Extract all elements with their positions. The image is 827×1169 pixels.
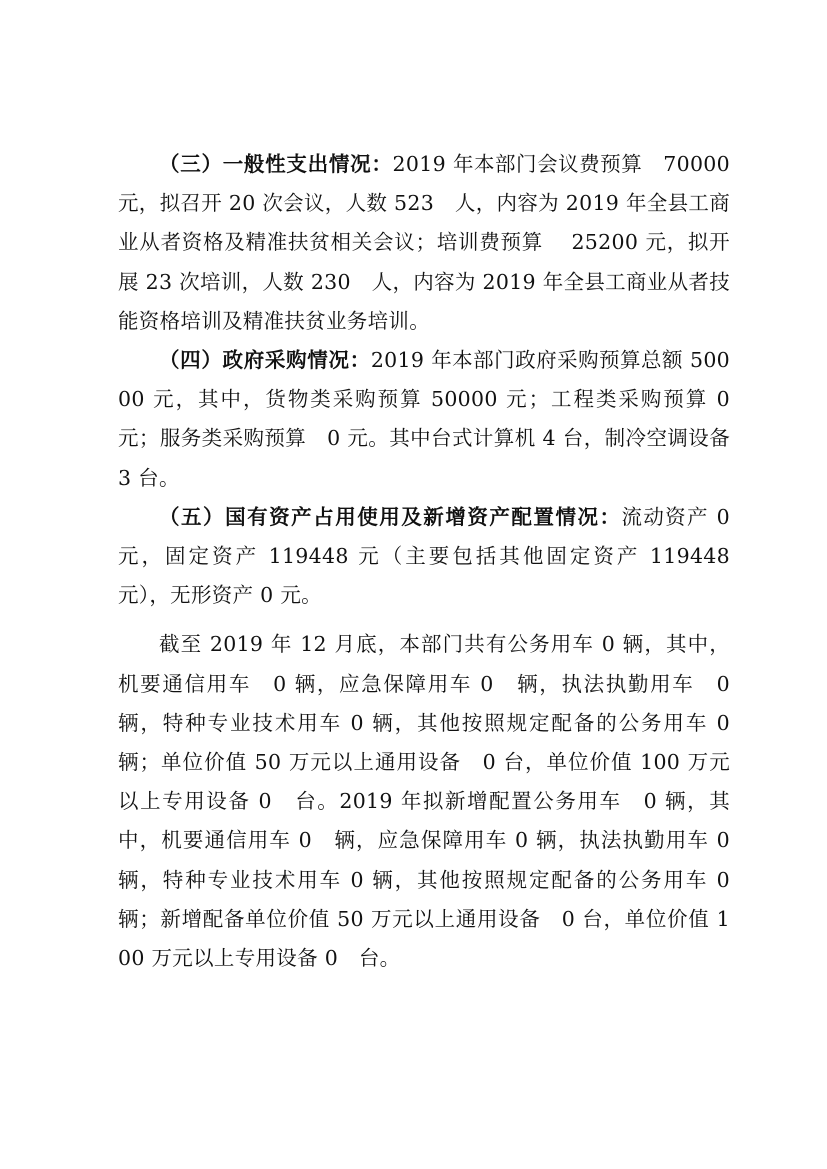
section-body: 2019 年本部门会议费预算 70000 元，拟召开 20 次会议，人数 523 人，内容为 2019 年全县工商业从者资格及精准扶贫相关会议；培训费预算 25200 元，拟开展 23 次培训，人数 230 人，内容为 2019 年全县工商业从者技能资格培训及精准扶贫业务培训。 — [118, 152, 730, 333]
section-heading: （四）政府采购情况： — [159, 348, 371, 373]
section-heading: （三）一般性支出情况： — [159, 152, 393, 176]
section-heading: （五）国有资产占用使用及新增资产配置情况： — [159, 504, 622, 529]
document-page — [118, 145, 751, 978]
vehicle-equipment-paragraph: 截至 2019 年 12 月底，本部门共有公务用车 0 辆，其中，机要通信用车 0 辆，应急保障用车 0 辆，执法执勤用车 0 辆，特种专业技术用车 0 辆，其他按照规定配备的公务用车 0 辆；单位价值 50 万元以上通用设备 0 台，单位价值 100 万元以上专用设备 0 台。2019 年拟新增配置公务用车 0 辆，其中，机要通信用车 0 辆，应急保障用车 0 辆，执法执勤用车 0 辆，特种专业技术用车 0 辆，其他按照规定配备的公务用车 0 辆；新增配备单位价值 50 万元以上通用设备 0 台，单位价值 100 万元以上专用设备 0 台。 — [118, 632, 751, 971]
section-general-expenditure — [118, 145, 730, 341]
section-government-procurement — [118, 341, 730, 498]
section-body: 2019 年本部门政府采购预算总额 50000 元，其中，货物类采购预算 50000 元；工程类采购预算 0 元；服务类采购预算 0 元。其中台式计算机 4 台，制冷空调设备 3 台。 — [118, 348, 731, 490]
section-state-assets — [118, 498, 730, 616]
section-body: 流动资产 0 元，固定资产 119448 元（主要包括其他固定资产 119448 元），无形资产 0 元。 — [118, 504, 731, 608]
